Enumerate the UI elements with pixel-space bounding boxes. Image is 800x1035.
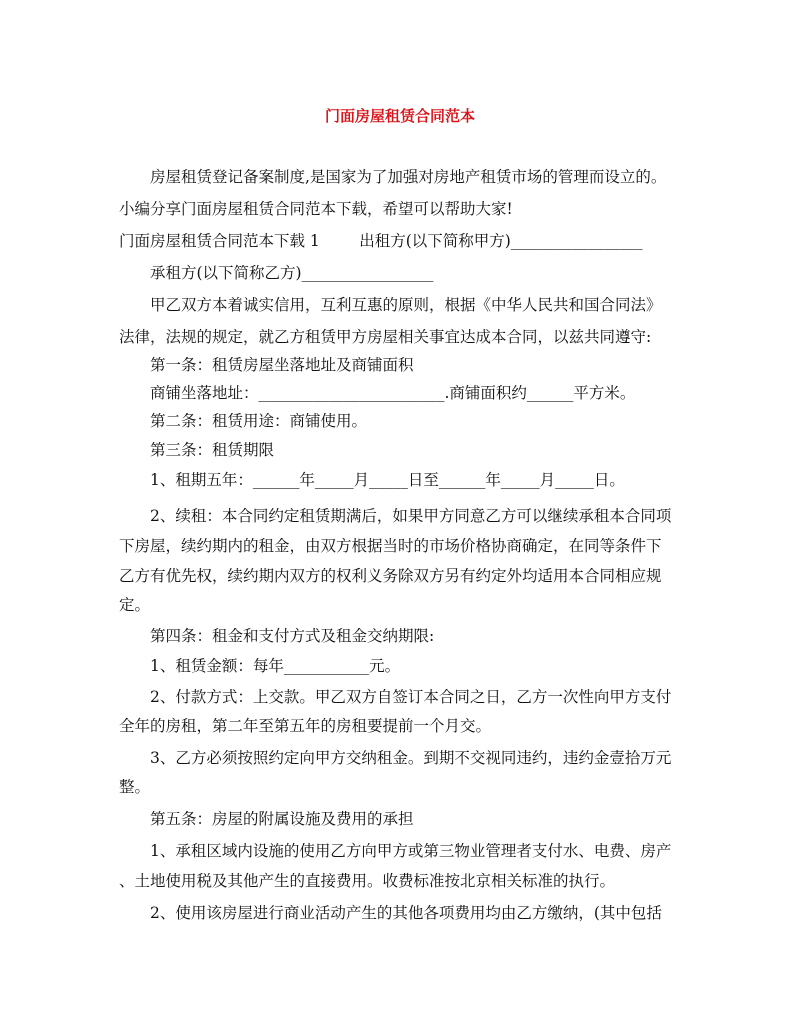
paragraph-line: 下房屋，续约期内的租金，由双方根据当时的市场价格协商确定，在同等条件下 bbox=[119, 537, 662, 555]
paragraph-line: 甲乙双方本着诚实信用，互利互惠的原则，根据《中华人民共和国合同法》 bbox=[150, 296, 662, 314]
paragraph-line: 、土地使用税及其他产生的直接费用。收费标准按北京相关标准的执行。 bbox=[119, 872, 616, 890]
paragraph-line: 门面房屋租赁合同范本下载 1 出租方(以下简称甲方)_________________ bbox=[119, 232, 643, 250]
paragraph-line: 定。 bbox=[119, 596, 151, 614]
paragraph-line: 2、续租：本合同约定租赁期满后，如果甲方同意乙方可以继续承租本合同项 bbox=[150, 507, 672, 525]
paragraph-line: 1、承租区域内设施的使用乙方向甲方或第三物业管理者支付水、电费、房产 bbox=[150, 842, 672, 860]
paragraph-line: 房屋租赁登记备案制度,是国家为了加强对房地产租赁市场的管理而设立的。 bbox=[150, 168, 667, 186]
paragraph-line: 2、付款方式：上交款。甲乙双方自签订本合同之日，乙方一次性向甲方支付 bbox=[150, 688, 672, 706]
paragraph-line: 第五条：房屋的附属设施及费用的承担 bbox=[150, 810, 414, 828]
paragraph-line: 第一条：租赁房屋坐落地址及商铺面积 bbox=[150, 356, 414, 374]
paragraph-line: 第二条：租赁用途：商铺使用。 bbox=[150, 412, 368, 430]
paragraph-line: 1、租期五年：______年_____月_____日至______年_____月_____日。 bbox=[150, 471, 625, 489]
paragraph-line: 乙方有优先权，续约期内双方的权利义务除双方另有约定外均适用本合同相应规 bbox=[119, 567, 662, 585]
paragraph-line: 整。 bbox=[119, 778, 151, 796]
paragraph-line: 全年的房租，第二年至第五年的房租要提前一个月交。 bbox=[119, 717, 492, 735]
paragraph-line: 商铺坐落地址：________________________.商铺面积约______平方米。 bbox=[150, 384, 636, 402]
paragraph-line: 法律，法规的规定，就乙方租赁甲方房屋相关事宜达成本合同，以兹共同遵守: bbox=[119, 328, 652, 346]
paragraph-line: 3、乙方必须按照约定向甲方交纳租金。到期不交视同违约，违约金壹拾万元 bbox=[150, 749, 672, 767]
paragraph-line: 小编分享门面房屋租赁合同范本下载，希望可以帮助大家! bbox=[119, 200, 513, 218]
paragraph-line: 承租方(以下简称乙方)_________________ bbox=[150, 264, 434, 282]
paragraph-line: 1、租赁金额：每年___________元。 bbox=[150, 657, 401, 675]
paragraph-line: 第三条：租赁期限 bbox=[150, 441, 275, 459]
paragraph-line: 2、使用该房屋进行商业活动产生的其他各项费用均由乙方缴纳，(其中包括 bbox=[150, 904, 662, 922]
paragraph-line: 第四条：租金和支付方式及租金交纳期限: bbox=[150, 627, 435, 645]
document-title: 门面房屋租赁合同范本 bbox=[324, 107, 475, 125]
